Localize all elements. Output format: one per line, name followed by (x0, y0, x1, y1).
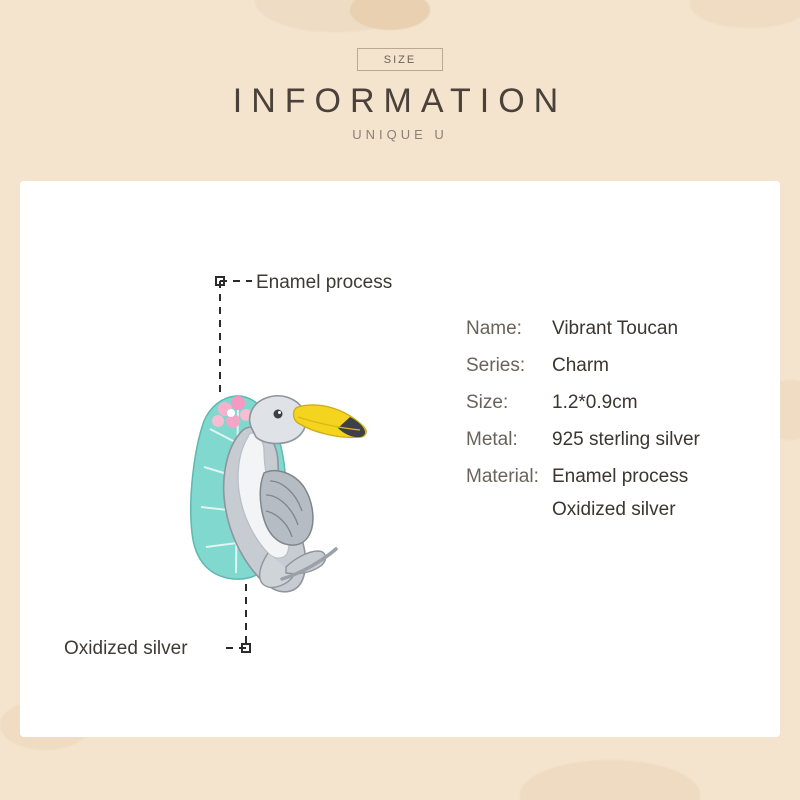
size-tag-label: SIZE (383, 53, 417, 66)
spec-row-name (466, 318, 766, 340)
spec-value: Enamel process (552, 466, 689, 487)
page-subtitle: UNIQUE U (352, 127, 448, 142)
spec-list (466, 318, 766, 521)
spec-value: Vibrant Toucan (552, 318, 679, 339)
spec-row-size (466, 392, 766, 414)
spec-value-extra: Oxidized silver (552, 499, 676, 520)
callout-label-enamel-process: Enamel process (256, 272, 393, 293)
decorative-blob (690, 0, 800, 28)
spec-value: Charm (552, 355, 610, 376)
spec-row-metal (466, 429, 766, 451)
spec-row-material (466, 466, 766, 488)
callout-label-oxidized-silver: Oxidized silver (64, 638, 188, 659)
spec-key: Series: (466, 355, 526, 376)
spec-key: Size: (466, 392, 509, 413)
spec-key: Material: (466, 466, 539, 487)
size-tag (357, 48, 443, 71)
spec-key: Metal: (466, 429, 518, 450)
page-title: INFORMATION (232, 82, 568, 120)
spec-value: 925 sterling silver (552, 429, 700, 450)
spec-row-series (466, 355, 766, 377)
spec-value: 1.2*0.9cm (552, 392, 638, 413)
decorative-blob (520, 760, 700, 800)
spec-key: Name: (466, 318, 522, 339)
